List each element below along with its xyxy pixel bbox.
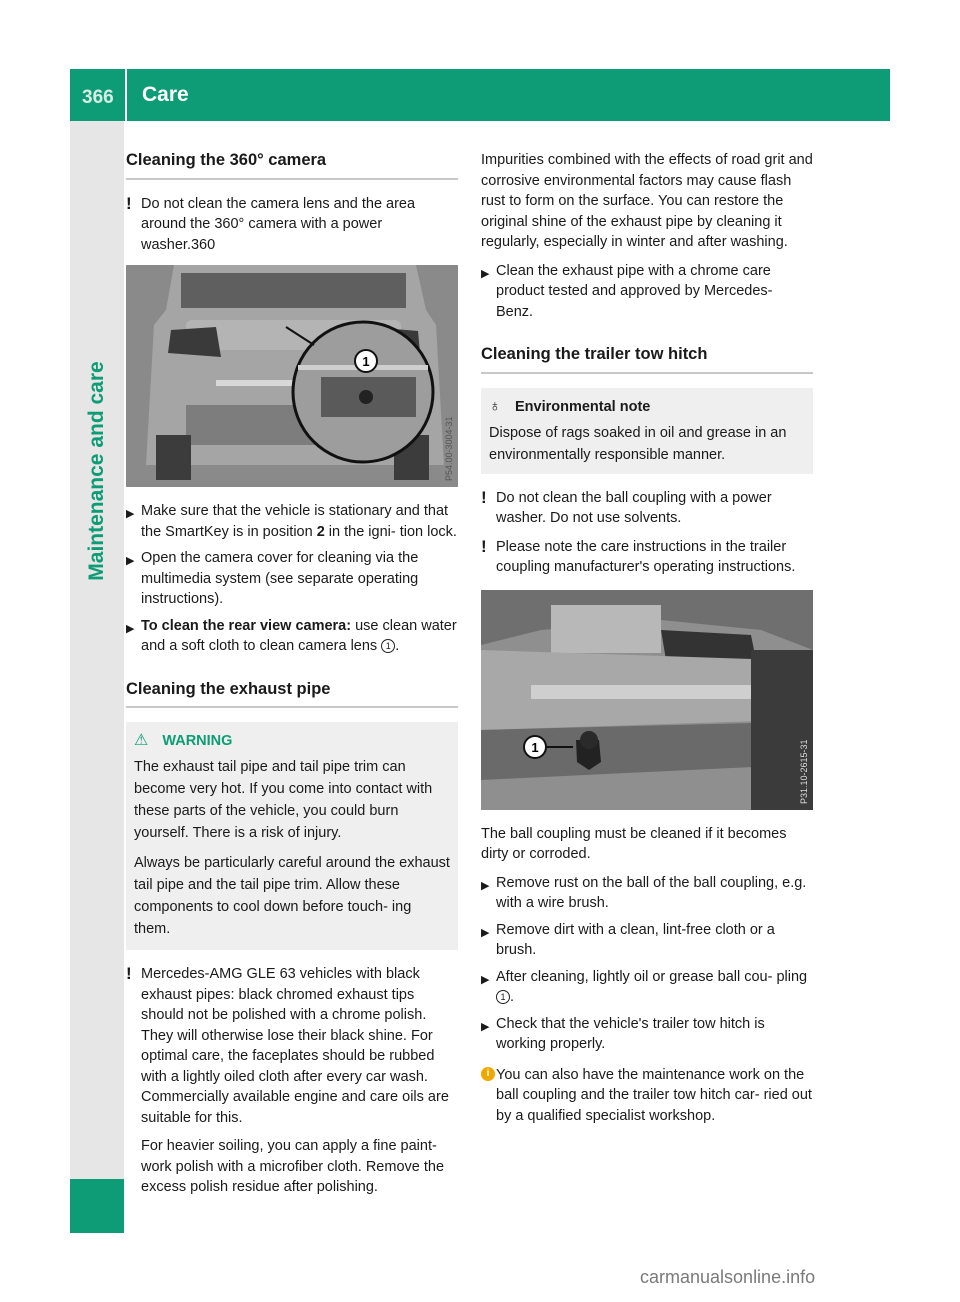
env-title: Environmental note bbox=[515, 398, 651, 415]
info-icon: i bbox=[481, 1067, 495, 1081]
header-divider bbox=[125, 69, 127, 121]
heading-hitch: Cleaning the trailer tow hitch bbox=[481, 344, 813, 374]
svg-text:1: 1 bbox=[531, 739, 539, 755]
exhaust-continued: Impurities combined with the effects of road grit and corrosive environmental factors may cause flash rust to form on the surface. You can restore the original shine of the exhaust pipe by cleaning it regularly, especially in winter and after washing. bbox=[481, 152, 813, 250]
arrow-icon: ▶ bbox=[126, 555, 135, 567]
section-title: Care bbox=[142, 83, 189, 106]
notice-amg: ! Mercedes-AMG GLE 63 vehicles with black exhaust pipes: black chromed exhaust tips should not be polished with a chrome polish. They will otherwise lose their black shine. For optimal care, the faceplates should be rubbed with a lightly oiled cloth after every car wash. Commercially available engine and care oils are suitable for this. For heavier soiling, you can apply a fine paint- work polish with a microfiber cloth. Remove the excess polish residue after polishing. bbox=[126, 964, 449, 1195]
step-clean-camera: ▶ To clean the rear view camera: use clean water and a soft cloth to clean camera lens 1 . bbox=[126, 617, 457, 654]
arrow-icon: ▶ bbox=[481, 1020, 490, 1033]
step-chrome-care: ▶ Clean the exhaust pipe with a chrome care product tested and approved by Mercedes- Benz. bbox=[481, 262, 773, 320]
notice-camera: ! Do not clean the camera lens and the area around the 360° camera with a power washer.360 bbox=[126, 193, 416, 253]
arrow-icon: ▶ bbox=[481, 973, 490, 986]
warning-title: WARNING bbox=[162, 733, 233, 749]
photo-code: P54.00-3004-31 bbox=[444, 416, 454, 481]
exclamation-icon: ! bbox=[481, 536, 487, 556]
page-number: 366 bbox=[82, 87, 114, 108]
warning-text-2: Always be particularly careful around the exhaust tail pipe and the tail pipe trim. Allow these components to cool down before touch- ing them. bbox=[134, 855, 450, 937]
svg-text:1: 1 bbox=[362, 354, 370, 369]
step-check-hitch: ▶ Check that the vehicle's trailer tow hitch is working properly. bbox=[481, 1015, 765, 1052]
info-note: i You can also have the maintenance work on the ball coupling and the trailer tow hitch car- ried out by a qualified specialist workshop. bbox=[481, 1065, 813, 1127]
side-tab bbox=[70, 121, 124, 1179]
hitch-clean-text: The ball coupling must be cleaned if it becomes dirty or corroded. bbox=[481, 825, 787, 862]
notice-power-washer: ! Do not clean the ball coupling with a power washer. Do not use solvents. bbox=[481, 487, 772, 526]
left-column bbox=[126, 150, 458, 1206]
step-stationary: ▶ Make sure that the vehicle is stationary and that the SmartKey is in position 2 in the igni- tion lock. bbox=[126, 503, 457, 540]
side-tab-label: Maintenance and care bbox=[85, 361, 108, 581]
notice-manufacturer: ! Please note the care instructions in the trailer coupling manufacturer's operating instructions. bbox=[481, 536, 796, 575]
lightbulb-icon: ♁ bbox=[489, 397, 501, 415]
warning-box bbox=[126, 722, 458, 950]
environmental-note-box bbox=[481, 388, 813, 474]
callout-1: 1 bbox=[381, 639, 395, 653]
step-oil-grease: ▶ After cleaning, lightly oil or grease ball cou- pling 1 . bbox=[481, 968, 808, 1005]
callout-1: 1 bbox=[496, 990, 510, 1004]
step-remove-dirt: ▶ Remove dirt with a clean, lint-free cloth or a brush. bbox=[481, 921, 775, 958]
warning-triangle-icon: ⚠ bbox=[134, 732, 149, 749]
hitch-photo bbox=[481, 590, 813, 810]
tow-hitch-illustration bbox=[481, 590, 813, 810]
exclamation-icon: ! bbox=[481, 487, 487, 507]
camera-photo bbox=[126, 265, 458, 487]
right-column bbox=[481, 150, 813, 1134]
arrow-icon: ▶ bbox=[481, 879, 490, 892]
exclamation-icon: ! bbox=[126, 193, 132, 213]
arrow-icon: ▶ bbox=[481, 267, 490, 280]
step-open-cover: ▶ Open the camera cover for cleaning via the multimedia system (see separate operating instructions). bbox=[126, 550, 419, 607]
env-text: Dispose of rags soaked in oil and grease in an environmentally responsible manner. bbox=[489, 424, 787, 463]
exclamation-icon: ! bbox=[126, 964, 132, 983]
arrow-icon: ▶ bbox=[126, 508, 135, 520]
warning-text-1: The exhaust tail pipe and tail pipe trim can become very hot. If you come into contact with these parts of the vehicle, you could burn yourself. There is a risk of injury. bbox=[134, 759, 433, 841]
watermark: carmanualsonline.info bbox=[640, 1267, 816, 1287]
arrow-icon: ▶ bbox=[126, 622, 135, 635]
page-header bbox=[70, 69, 890, 121]
arrow-icon: ▶ bbox=[481, 926, 490, 939]
photo-code: P31.10-2615-31 bbox=[799, 738, 809, 804]
step-remove-rust: ▶ Remove rust on the ball of the ball coupling, e.g. with a wire brush. bbox=[481, 874, 807, 911]
rear-car-camera-illustration bbox=[126, 265, 458, 487]
heading-exhaust: Cleaning the exhaust pipe bbox=[126, 679, 458, 709]
side-tab-marker bbox=[70, 1179, 124, 1233]
heading-camera: Cleaning the 360° camera bbox=[126, 150, 458, 180]
